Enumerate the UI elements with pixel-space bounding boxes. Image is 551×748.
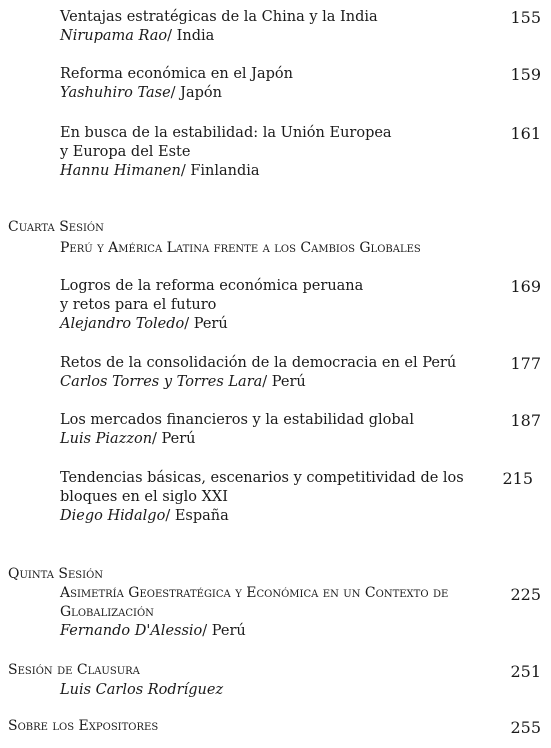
page-number: 155 [510,8,541,27]
entry-title: Reforma económica en el Japón [60,66,293,82]
toc-entry [60,277,460,334]
entry-title: Los mercados financieros y la estabilidad global [60,412,414,428]
section-title-expositores: Sobre los Expositores [8,718,159,734]
entry-author-line [60,162,460,181]
entry-country: / Japón [170,85,222,101]
entry-title: Logros de la reforma económica peruana [60,278,364,294]
page-number: 225 [510,585,541,604]
toc-entry [60,124,460,181]
entry-title-cont: y retos para el futuro [60,297,217,313]
entry-author-line [60,623,246,639]
entry-author-line [60,507,460,526]
section-subtitle-cuarta: Perú y América Latina frente a los Cambios Globales [60,240,421,256]
entry-title-cont: bloques en el siglo XXI [60,489,228,505]
entry-country: / India [167,28,215,44]
entry-author-line [60,27,460,46]
entry-country: / Perú [184,316,228,332]
toc-entry [60,411,460,449]
entry-author: Hannu Himanen [60,163,181,179]
entry-author: Yashuhiro Tase [60,85,171,101]
page-number: 177 [510,354,541,373]
section-title-cuarta: Cuarta Sesión [8,219,104,235]
entry-author-line [60,84,460,103]
page-number: 159 [510,65,541,84]
entry-author: Luis Piazzon [60,431,153,447]
entry-author: Fernando D'Alessio [60,623,203,639]
page-number: 187 [510,411,541,430]
entry-country: / Finlandia [180,163,260,179]
page-number: 215 [502,469,533,488]
entry-title: Retos de la consolidación de la democracia en el Perú [60,355,457,371]
toc-entry [60,8,460,46]
section-subtitle-quinta-cont: Globalización [60,604,154,620]
entry-country: / Perú [202,623,246,639]
toc-entry [60,65,460,103]
entry-author: Alejandro Toledo [60,316,185,332]
entry-author: Luis Carlos Rodríguez [60,682,224,698]
entry-author-line [60,430,460,449]
entry-author: Diego Hidalgo [60,508,166,524]
section-title-clausura: Sesión de Clausura [8,662,140,678]
entry-country: / Perú [262,374,306,390]
entry-author-line [60,315,460,334]
toc-entry [60,469,464,526]
entry-title: Tendencias básicas, escenarios y competitividad de los [60,470,464,486]
page-number: 161 [510,124,541,143]
entry-author: Carlos Torres y Torres Lara [60,374,263,390]
toc-entry [60,354,460,392]
entry-title: Ventajas estratégicas de la China y la India [60,9,378,25]
entry-author-line [60,373,460,392]
page-number: 251 [510,662,541,681]
entry-country: / España [165,508,229,524]
entry-author: Nirupama Rao [60,28,168,44]
page-number: 169 [510,277,541,296]
section-title-quinta: Quinta Sesión [8,566,104,582]
entry-title: En busca de la estabilidad: la Unión Europea [60,125,392,141]
entry-country: / Perú [152,431,196,447]
entry-title-cont: y Europa del Este [60,144,191,160]
section-subtitle-quinta: Asimetría Geoestratégica y Económica en un Contexto de [60,585,449,601]
page-number: 255 [510,718,541,737]
